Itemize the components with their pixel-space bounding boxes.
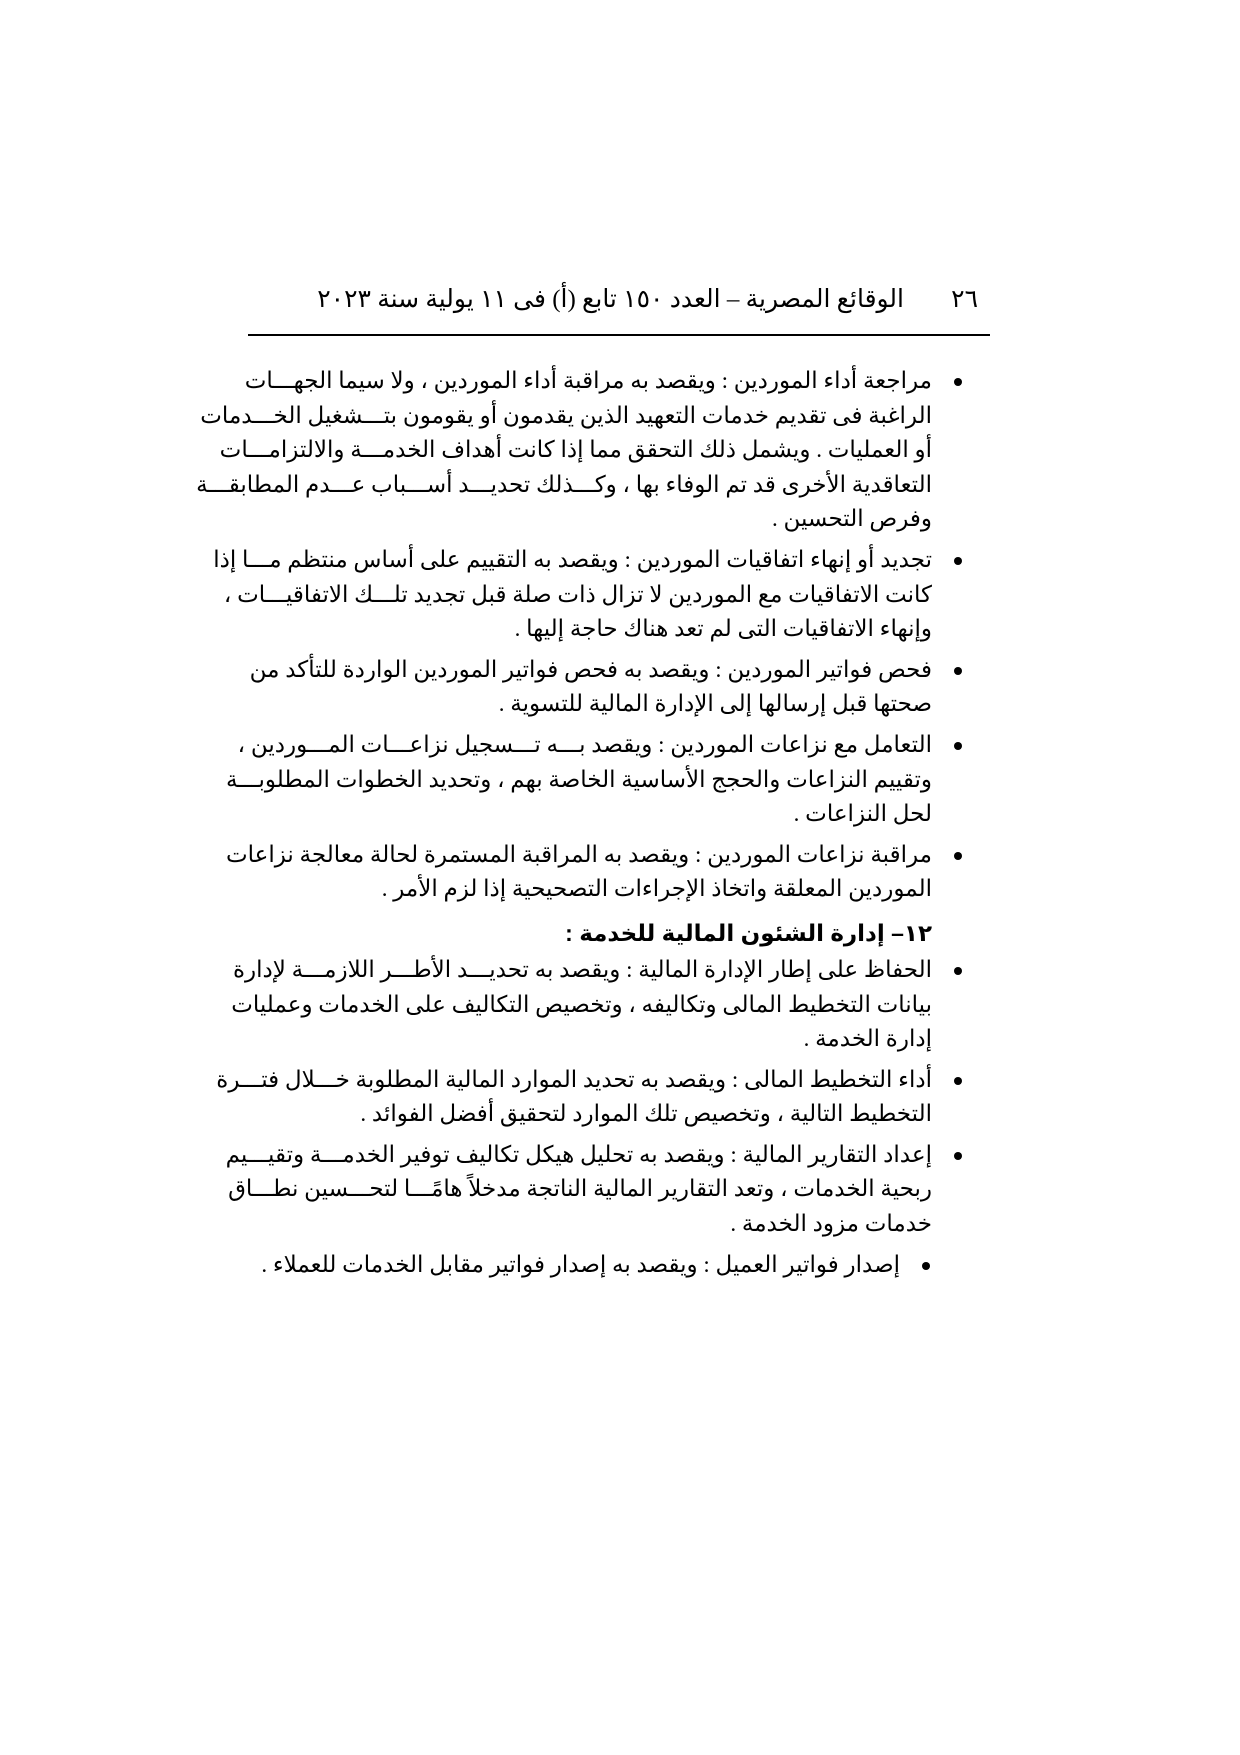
text-line: بيانات التخطيط المالى وتكاليفه ، وتخصيص التكاليف على الخدمات وعمليات <box>231 991 932 1017</box>
gazette-title: الوقائع المصرية – العدد ١٥٠ تابع (أ) فى ١١ يولية سنة ٢٠٢٣ <box>317 286 904 313</box>
text-line: إعداد التقارير المالية : ويقصد به تحليل هيكل تكاليف توفير الخدمـــة وتقيـــيم <box>225 1141 932 1167</box>
bullet-item <box>196 364 962 537</box>
text-line: مراقبة نزاعات الموردين : ويقصد به المراقبة المستمرة لحالة معالجة نزاعات <box>225 841 932 867</box>
bullet-item <box>231 953 962 1057</box>
bullet-icon <box>954 378 962 386</box>
header-rule <box>248 334 990 336</box>
bullet-item <box>225 1138 962 1242</box>
section-heading: ١٢– إدارة الشئون المالية للخدمة : <box>565 919 932 946</box>
text-line: فحص فواتير الموردين : ويقصد به فحص فواتير الموردين الواردة للتأكد من <box>249 656 932 682</box>
text-line: أو العمليات . ويشمل ذلك التحقق مما إذا كانت أهداف الخدمـــة والالتزامـــات <box>219 437 932 463</box>
text-line: كانت الاتفاقيات مع الموردين لا تزال ذات صلة قبل تجديد تلـــك الاتفاقيـــات ، <box>223 581 932 607</box>
text-line: تجديد أو إنهاء اتفاقيات الموردين : ويقصد به التقييم على أساس منتظم مـــا إذا <box>213 546 932 572</box>
text-line: التخطيط التالية ، وتخصيص تلك الموارد لتحقيق أفضل الفوائد . <box>360 1101 932 1127</box>
bullet-item <box>250 1248 962 1283</box>
text-line: ربحية الخدمات ، وتعد التقارير المالية الناتجة مدخلاً هامًـــا لتحـــسين نطـــاق <box>228 1176 932 1202</box>
bullet-icon <box>954 967 962 975</box>
bullet-icon <box>954 742 962 750</box>
item-gap <box>250 907 962 913</box>
text-line: التعامل مع نزاعات الموردين : ويقصد بـــه تـــسجيل نزاعـــات المـــوردين ، <box>237 731 932 757</box>
text-line: التعاقدية الأخرى قد تم الوفاء بها ، وكـــذلك تحديـــد أســـباب عـــدم المطابقـــة <box>196 471 932 497</box>
final-item-list <box>250 1248 962 1283</box>
text-line: خدمات مزود الخدمة . <box>730 1211 932 1237</box>
page-body <box>196 364 962 1282</box>
text-line: إصدار فواتير العميل : ويقصد به إصدار فواتير مقابل الخدمات للعملاء . <box>261 1251 900 1277</box>
text-line: الحفاظ على إطار الإدارة المالية : ويقصد به تحديـــد الأطـــر اللازمـــة لإدارة <box>232 956 932 982</box>
text-line: الراغبة فى تقديم خدمات التعهيد الذين يقدمون أو يقومون بتـــشغيل الخـــدمات <box>200 402 932 428</box>
bullet-icon <box>954 557 962 565</box>
text-line: وإنهاء الاتفاقيات التى لم تعد هناك حاجة إليها . <box>514 616 932 642</box>
text-line: مراجعة أداء الموردين : ويقصد به مراقبة أداء الموردين ، ولا سيما الجهـــات <box>244 368 932 393</box>
bullet-item <box>250 653 962 722</box>
supplier-management-list <box>196 364 962 913</box>
text-line: وفرص التحسين . <box>771 506 932 532</box>
bullet-icon <box>954 667 962 675</box>
text-line: وتقييم النزاعات والحجج الأساسية الخاصة بهم ، وتحديد الخطوات المطلوبـــة <box>225 766 932 792</box>
page-number: ٢٦ <box>951 286 978 313</box>
page-header <box>248 284 990 324</box>
bullet-icon <box>954 1152 962 1160</box>
financial-management-list <box>216 953 962 1248</box>
bullet-icon <box>954 1077 962 1085</box>
text-line: لحل النزاعات . <box>793 801 932 827</box>
bullet-item <box>225 838 962 907</box>
bullet-item <box>225 728 962 832</box>
bullet-icon <box>922 1262 930 1270</box>
bullet-icon <box>954 852 962 860</box>
bullet-item <box>213 543 962 647</box>
text-line: أداء التخطيط المالى : ويقصد به تحديد الموارد المالية المطلوبة خـــلال فتـــرة <box>216 1066 932 1092</box>
text-line: صحتها قبل إرسالها إلى الإدارة المالية للتسوية . <box>498 691 932 717</box>
text-line: إدارة الخدمة . <box>803 1026 932 1052</box>
bullet-item <box>216 1063 962 1132</box>
text-line: الموردين المعلقة واتخاذ الإجراءات التصحيحية إذا لزم الأمر . <box>381 876 932 902</box>
